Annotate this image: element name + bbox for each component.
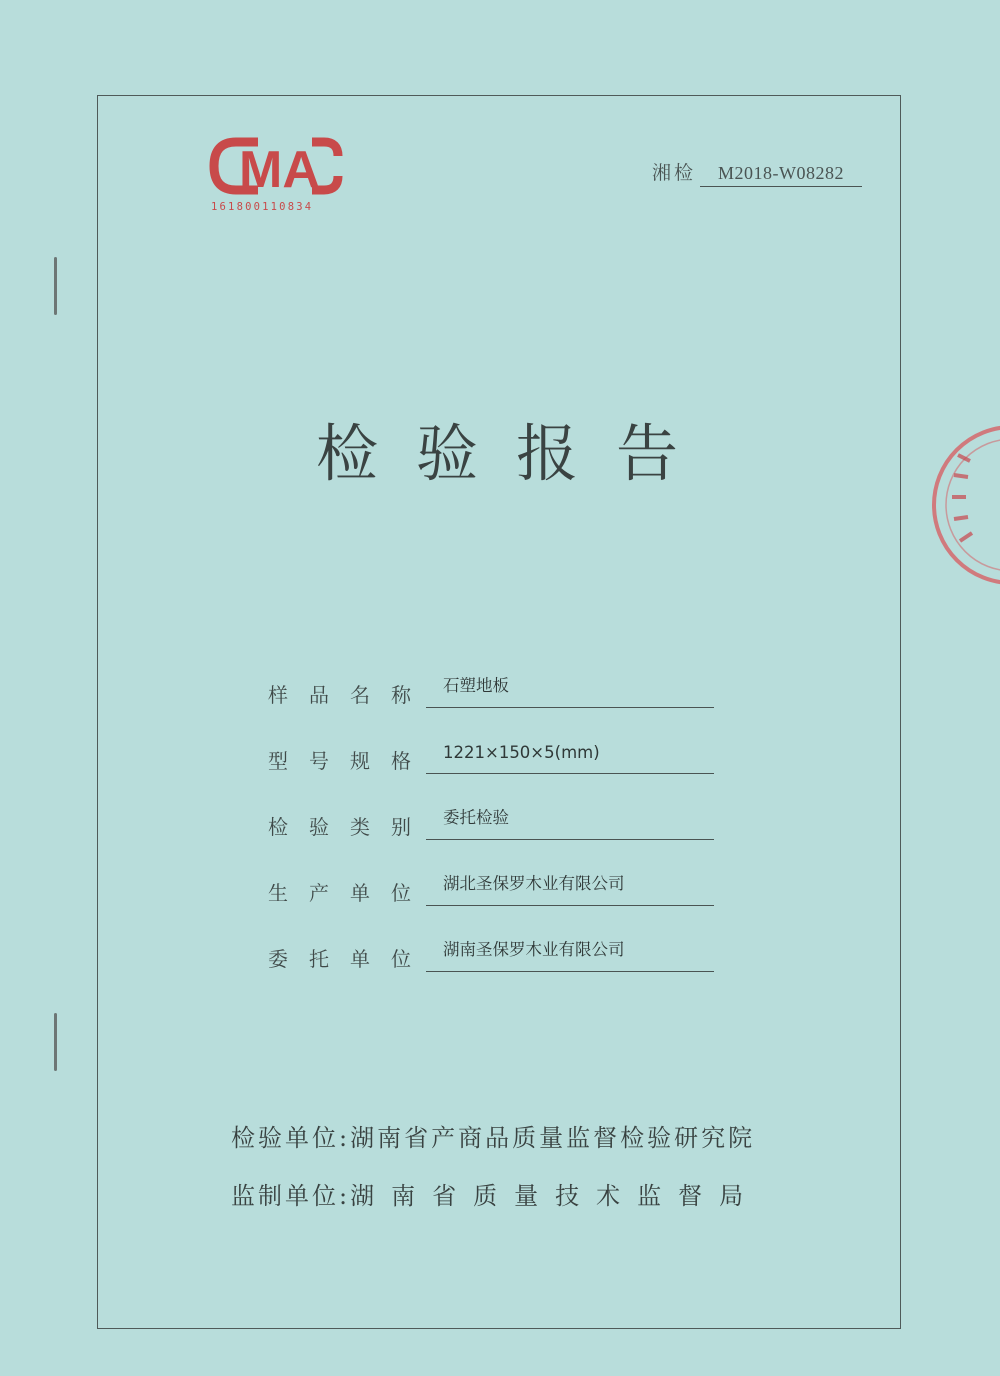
supervision-unit — [231, 1176, 760, 1211]
field-client — [268, 932, 728, 972]
supervision-unit-label: 监制单位: — [231, 1182, 351, 1210]
inspection-unit — [231, 1118, 755, 1153]
report-number-prefix: 湘检 — [652, 162, 697, 184]
field-label: 委托单位 — [268, 947, 432, 971]
staple-top — [54, 257, 57, 315]
field-label: 检验类别 — [268, 815, 432, 839]
report-number-value: M2018-W08282 — [700, 163, 862, 187]
field-sample-name — [268, 668, 728, 708]
field-underline — [426, 905, 714, 906]
red-seal-stamp-icon — [930, 415, 1000, 595]
field-underline — [426, 839, 714, 840]
staple-bottom — [54, 1013, 57, 1071]
field-label: 样品名称 — [268, 683, 432, 707]
field-inspection-type — [268, 800, 728, 840]
page-title: 检验报告 — [316, 417, 717, 490]
field-value: 委托检验 — [443, 808, 509, 827]
field-manufacturer — [268, 866, 728, 906]
field-underline — [426, 971, 714, 972]
field-value: 1221×150×5(mm) — [443, 743, 600, 762]
field-value: 湖北圣保罗木业有限公司 — [443, 874, 625, 893]
logo-text: MA — [239, 141, 320, 199]
field-model-spec — [268, 734, 728, 774]
supervision-unit-org: 湖南省质量技术监督局 — [350, 1182, 761, 1210]
field-underline — [426, 707, 714, 708]
field-underline — [426, 773, 714, 774]
field-label: 生产单位 — [268, 881, 432, 905]
report-number — [652, 158, 862, 187]
field-value: 石塑地板 — [443, 676, 509, 695]
field-value: 湖南圣保罗木业有限公司 — [443, 940, 625, 959]
field-label: 型号规格 — [268, 749, 432, 773]
inspection-unit-label: 检验单位: — [231, 1124, 351, 1152]
inspection-unit-org: 湖南省产商品质量监督检验研究院 — [350, 1124, 756, 1152]
logo-number: 161800110834 — [211, 201, 314, 213]
